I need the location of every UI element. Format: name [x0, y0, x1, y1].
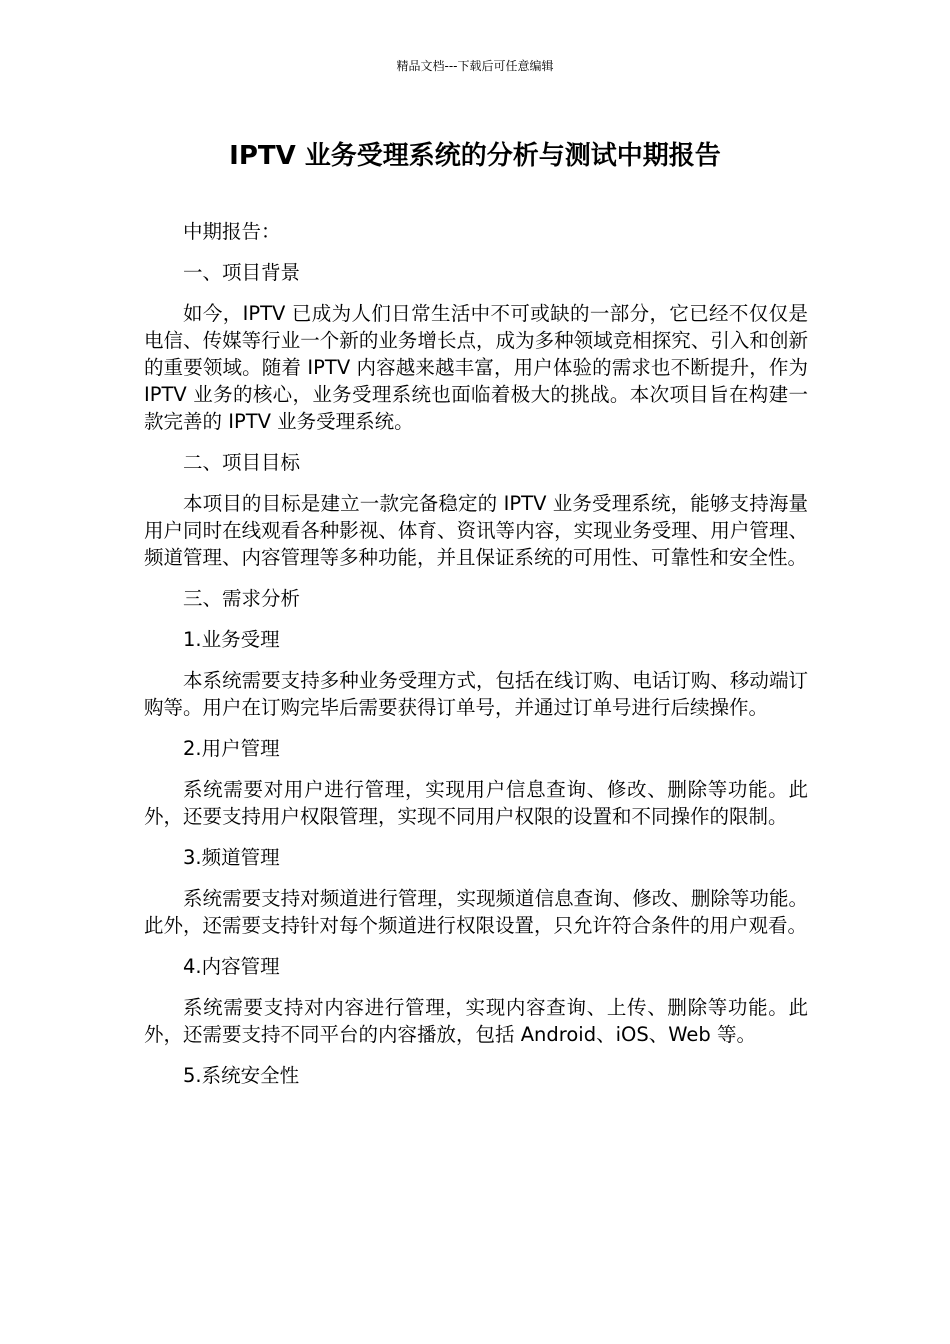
paragraph-goal: 本项目的目标是建立一款完备稳定的 IPTV 业务受理系统，能够支持海量用户同时在线观看各种影视、体育、资讯等内容，实现业务受理、用户管理、频道管理、内容管理等多种功能，并且保证系统的可用性、可靠性和安全性。 [144, 492, 808, 569]
paragraph-content-management: 系统需要支持对内容进行管理，实现内容查询、上传、删除等功能。此外，还需要支持不同平台的内容播放，包括 Android、iOS、Web 等。 [144, 996, 808, 1046]
paragraph-user-management: 系统需要对用户进行管理，实现用户信息查询、修改、删除等功能。此外，还要支持用户权限管理，实现不同用户权限的设置和不同操作的限制。 [144, 778, 808, 828]
subheading-system-security: 5.系统安全性 [183, 1064, 300, 1087]
paragraph-background: 如今，IPTV 已成为人们日常生活中不可或缺的一部分，它已经不仅仅是电信、传媒等行业一个新的业务增长点，成为多种领域竞相探究、引入和创新的重要领域。随着 IPTV 内容越来越丰富，用户体验的需求也不断提升，作为 IPTV 业务的核心，业务受理系统也面临着极大的挑战。本次项目旨在构建一款完善的 IPTV 业务受理系统。 [144, 302, 808, 433]
section-heading-goal: 二、项目目标 [183, 451, 301, 474]
document-title: IPTV 业务受理系统的分析与测试中期报告 [229, 141, 721, 171]
section-heading-background: 一、项目背景 [183, 261, 301, 284]
page-header: 精品文档---下载后可任意编辑 [396, 59, 554, 73]
subheading-channel-management: 3.频道管理 [183, 846, 280, 869]
subheading-business: 1.业务受理 [183, 628, 280, 651]
document-body [144, 218, 808, 1103]
section-heading-requirements: 三、需求分析 [183, 587, 301, 610]
subheading-user-management: 2.用户管理 [183, 737, 280, 760]
report-label: 中期报告： [183, 220, 281, 243]
subheading-content-management: 4.内容管理 [183, 955, 280, 978]
paragraph-channel-management: 系统需要支持对频道进行管理，实现频道信息查询、修改、删除等功能。此外，还需要支持针对每个频道进行权限设置，只允许符合条件的用户观看。 [144, 887, 808, 937]
paragraph-business: 本系统需要支持多种业务受理方式，包括在线订购、电话订购、移动端订购等。用户在订购完毕后需要获得订单号，并通过订单号进行后续操作。 [144, 669, 808, 719]
